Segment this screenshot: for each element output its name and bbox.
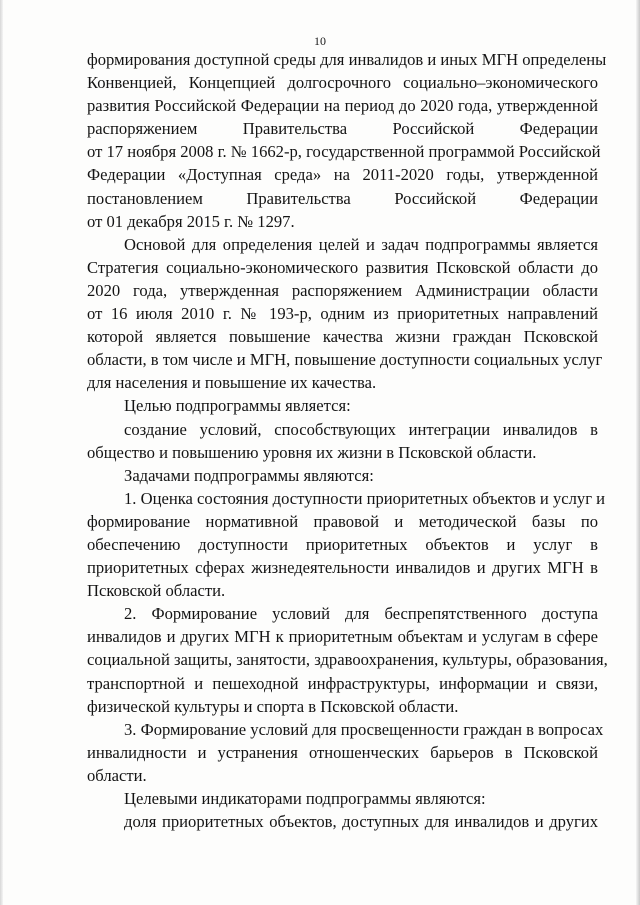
scan-edge-left [0,0,3,905]
paragraph [87,394,598,417]
text-line: формирования доступной среды для инвалидов и иных МГН определены [87,50,607,69]
text-line: 2. Формирование условий для беспрепятственного доступа [124,604,598,624]
text-line: развития Российской Федерации на период до 2020 года, утвержденной [87,96,598,116]
text-line: Целью подпрограммы является: [124,396,351,416]
text-line: транспортной и пешеходной инфраструктуры, информации и связи, [87,673,598,693]
text-line: для населения и повышение их качества. [87,373,377,393]
text-line: формирование нормативной правовой и методической базы по [87,511,598,531]
text-line: физической культуры и спорта в Псковской области. [87,696,459,716]
text-line: социальной защиты, занятости, здравоохранения, культуры, образования, [87,650,608,670]
text-line: обеспечению доступности приоритетных объектов и услуг в [87,534,598,554]
text-line: 1. Оценка состояния доступности приоритетных объектов и услуг и [124,488,606,508]
text-line: Основой для определения целей и задач подпрограммы является [124,234,598,254]
text-line: инвалидности и устранения отношенческих барьеров в Псковской [87,742,598,762]
paragraph [87,233,603,395]
scan-edge-right [636,0,640,905]
text-line: Задачами подпрограммы являются: [124,465,374,485]
text-line: инвалидов и других МГН к приоритетным объектам и услугам в сфере [87,627,598,647]
document-body [87,48,608,833]
text-line: Федерации «Доступная среда» на 2011-2020 годы, утвержденной [87,165,598,185]
text-line: от 16 июля 2010 г. № 193-р, одним из приоритетных направлений [87,304,598,324]
paragraph [87,487,606,602]
text-line: Целевыми индикаторами подпрограммы являются: [124,789,486,808]
text-line: постановлением Правительства Российской Федерации [87,188,598,208]
text-line: Конвенцией, Концепцией долгосрочного социально–экономического [87,73,598,93]
text-line: 2020 года, утвержденная распоряжением Администрации области [87,280,598,300]
page-number: 10 [314,34,326,48]
text-line: которой является повышение качества жизни граждан Псковской [87,327,598,347]
text-line: общество и повышению уровня их жизни в Псковской области. [87,442,537,462]
text-line: 3. Формирование условий для просвещенности граждан в вопросах [124,719,604,739]
text-line: создание условий, способствующих интеграции инвалидов в [124,419,598,439]
text-line: области, в том числе и МГН, повышение доступности социальных услуг [87,350,603,370]
paragraph [87,48,607,233]
text-line: доля приоритетных объектов, доступных для инвалидов и других [124,812,598,832]
text-line: области. [87,765,147,785]
text-line: распоряжением Правительства Российской Федерации [87,119,598,139]
text-line: от 01 декабря 2015 г. № 1297. [87,211,295,231]
paragraph [87,787,598,810]
paragraph [87,418,598,464]
paragraph [87,602,608,717]
paragraph [87,810,598,833]
text-line: Стратегия социально-экономического развития Псковской области до [87,257,598,277]
text-line: Псковской области. [87,581,226,601]
paragraph [87,464,598,487]
paragraph [87,718,604,787]
text-line: от 17 ноября 2008 г. № 1662-р, государственной программой Российской [87,142,601,162]
text-line: приоритетных сферах жизнедеятельности инвалидов и других МГН в [87,558,598,578]
